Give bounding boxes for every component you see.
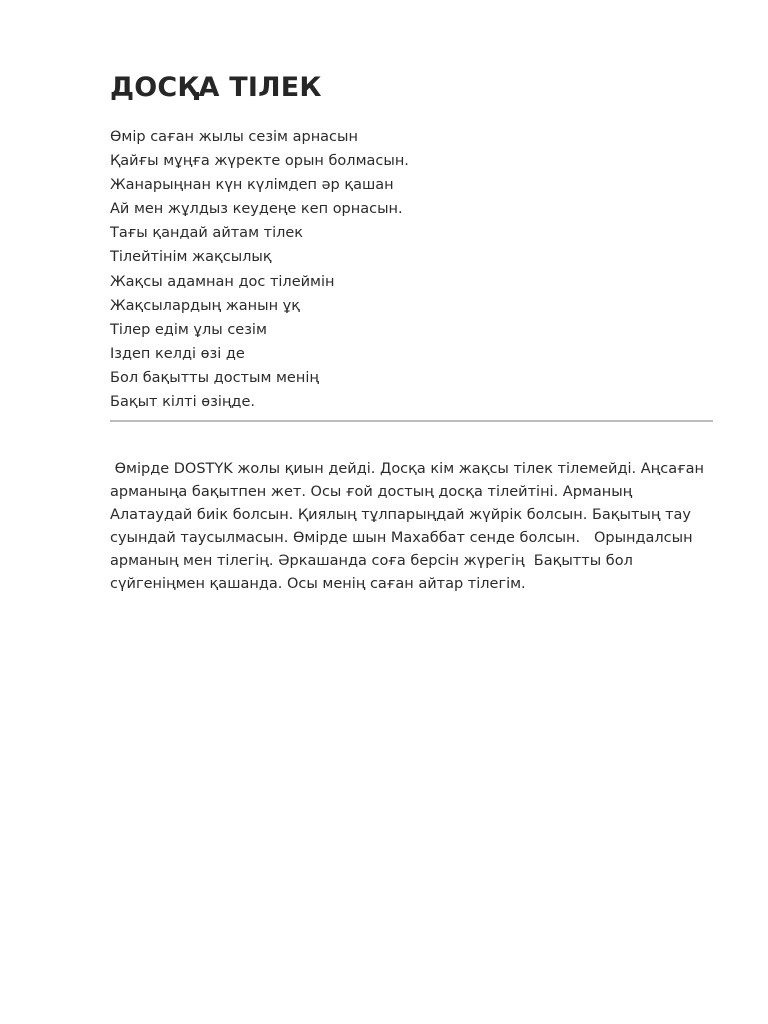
poem-line: Жақсылардың жанын ұқ: [110, 297, 301, 314]
poem-line: Тағы қандай айтам тілек: [110, 225, 304, 242]
wish-paragraph: Өмірде DOSTYK жолы қиын дейді. Досқа кім жақсы тілек тілемейді. Аңсаған арманыңа бақытпен жет. Осы ғой достың досқа тілейтіні. Арманың Алатаудай биік болсын. Қиялың тұлпарыңдай жүйрік болсын. Бақытың тау суындай таусылмасын. Өмірде шын Махаббат сенде болсын. Орындалсын арманың мен тілегің. Әркашанда соға берсін жүрегің Бақытты бол сүйгеніңмен қашанда. Осы менің саған айтар тілегім.: [110, 461, 709, 593]
poem-line: Өмір саған жылы сезім арнасын: [110, 129, 358, 145]
poem-line: Іздеп келді өзі де: [110, 345, 245, 362]
poem-line: Бол бақытты достым менің: [110, 369, 319, 386]
poem-line: Тілейтінім жақсылық: [110, 249, 272, 266]
poem-line: Қайғы мұңға жүректе орын болмасын.: [110, 153, 409, 170]
document-page: [110, 68, 713, 596]
poem-line: Тілер едім ұлы сезім: [110, 321, 267, 338]
poem-line: Жанарыңнан күн күлімдеп әр қашан: [110, 177, 394, 194]
poem-line: Бақыт кілті өзіңде.: [110, 394, 255, 411]
poem-line: Ай мен жұлдыз кеудеңе кеп орнасын.: [110, 201, 403, 218]
poem-line: Жақсы адамнан дос тілеймін: [110, 273, 335, 290]
section-divider: [110, 420, 713, 422]
poem: [110, 125, 713, 414]
document-title: ДОСҚА ТІЛЕК: [110, 72, 322, 103]
